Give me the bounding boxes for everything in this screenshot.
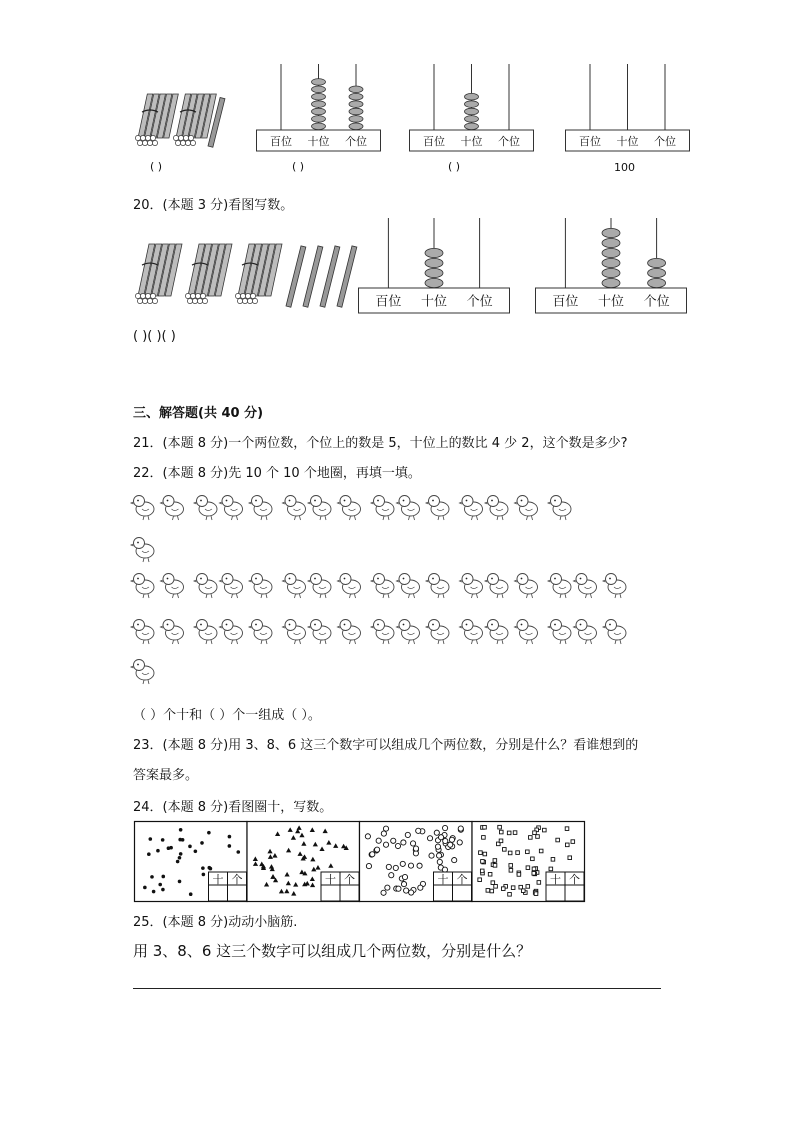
chick-icon: [397, 620, 420, 645]
circle-mark: [402, 874, 407, 879]
chick-icon: [485, 620, 508, 645]
circle-mark: [405, 832, 410, 837]
abacus-bead: [425, 258, 443, 267]
square-mark: [499, 830, 503, 834]
q20-blanks[interactable]: ( )( )( ): [133, 329, 176, 344]
square-mark: [517, 873, 521, 877]
square-mark: [526, 850, 530, 854]
chick-icon: [194, 574, 217, 599]
q22-fill-blank[interactable]: （ ）个十和（ ）个一组成（ ）。: [133, 708, 321, 723]
q24-text: 24．(本题 8 分)看图圈十，写数。: [133, 800, 333, 815]
q24-box-label-0: 十: [325, 873, 336, 886]
square-mark: [508, 851, 512, 855]
circle-mark: [370, 852, 375, 857]
chick-icon: [308, 574, 331, 599]
abacus-bead: [602, 268, 620, 277]
chick-icon: [194, 620, 217, 645]
abacus-bead: [465, 101, 479, 108]
abacus-bead: [349, 123, 363, 130]
q19-blank-1[interactable]: ( ): [150, 160, 163, 173]
square-mark: [508, 893, 512, 897]
chick-icon: [283, 496, 306, 521]
chick-icon: [397, 496, 420, 521]
circle-mark: [376, 838, 381, 843]
chick-icon: [603, 620, 626, 645]
chick-icon: [574, 620, 597, 645]
abacus-bead: [349, 86, 363, 93]
abacus-label-1: 十位: [420, 294, 448, 310]
chick-icon: [515, 574, 538, 599]
dot-mark: [228, 835, 232, 839]
dot-mark: [194, 849, 198, 853]
abacus-label-2: 个位: [345, 134, 367, 148]
q24-box-label-0: 十: [437, 873, 449, 886]
circle-mark: [395, 843, 400, 848]
chick-icon: [460, 574, 483, 599]
q23-text-line2: 答案最多。: [133, 768, 199, 783]
dot-mark: [161, 888, 165, 892]
stick-bundle-icon: [135, 94, 178, 146]
chick-icon: [515, 496, 538, 521]
abacus-bead: [312, 93, 326, 100]
q24-box-label-1: 个: [344, 873, 355, 886]
dot-mark: [181, 838, 185, 842]
square-mark: [503, 848, 507, 852]
circle-mark: [383, 842, 388, 847]
square-mark: [488, 872, 492, 876]
abacus-label-1: 十位: [597, 294, 625, 310]
stick-bundle-icon: [235, 244, 282, 304]
square-mark: [490, 889, 494, 893]
dot-mark: [189, 892, 193, 896]
square-mark: [526, 885, 530, 889]
dot-mark: [158, 883, 162, 887]
abacus-label-2: 个位: [498, 134, 520, 148]
square-mark: [534, 892, 538, 896]
dot-mark: [143, 886, 147, 890]
single-stick-icon: [286, 246, 306, 307]
circle-mark: [400, 861, 405, 866]
abacus-label-0: 百位: [579, 134, 601, 148]
chick-icon: [338, 496, 361, 521]
abacus-bead: [312, 108, 326, 115]
q20-title: 20．(本题 3 分)看图写数。: [133, 198, 294, 213]
circle-mark: [408, 863, 413, 868]
square-mark: [521, 889, 525, 893]
circle-mark: [417, 863, 422, 868]
abacus-bead: [648, 258, 666, 267]
square-mark: [493, 859, 497, 863]
square-mark: [571, 840, 575, 844]
square-mark: [499, 839, 503, 843]
dot-mark: [178, 856, 182, 860]
circle-mark: [449, 837, 454, 842]
chick-icon: [161, 620, 184, 645]
chick-icon: [194, 496, 217, 521]
circle-mark: [413, 846, 418, 851]
dot-mark: [176, 860, 180, 864]
q19-given-value: 100: [614, 161, 635, 174]
abacus-bead: [312, 86, 326, 93]
q24-box-label-0: 十: [212, 873, 224, 886]
q21-text: 21．(本题 8 分)一个两位数，个位上的数是 5，十位上的数比 4 少 2，这个数是多少?: [133, 436, 628, 451]
abacus-label-0: 百位: [270, 134, 292, 148]
abacus-bead: [602, 278, 620, 287]
square-mark: [494, 885, 498, 889]
circle-mark: [429, 853, 434, 858]
square-mark: [478, 878, 482, 882]
circle-mark: [438, 835, 443, 840]
q24-box-label-1: 个: [456, 873, 468, 886]
chick-icon: [131, 620, 154, 645]
square-mark: [516, 851, 520, 855]
abacus-label-1: 十位: [307, 134, 330, 148]
square-mark: [539, 849, 543, 853]
square-mark: [537, 881, 541, 885]
chick-icon: [426, 574, 449, 599]
chick-icon: [338, 620, 361, 645]
abacus-label-2: 个位: [654, 134, 676, 148]
square-mark: [509, 864, 513, 868]
square-mark: [483, 852, 487, 856]
chick-icon: [338, 574, 361, 599]
abacus-bead: [425, 278, 443, 287]
stick-bundle-icon: [135, 244, 182, 304]
chick-icon: [371, 620, 394, 645]
abacus-label-2: 个位: [466, 294, 493, 310]
abacus-bead: [312, 123, 326, 130]
square-mark: [501, 887, 505, 891]
chick-icon: [515, 620, 538, 645]
abacus-bead: [312, 116, 326, 123]
abacus-label-0: 百位: [552, 294, 579, 310]
dot-mark: [228, 844, 232, 848]
chick-icon: [308, 496, 331, 521]
square-mark: [526, 866, 530, 870]
abacus-bead: [648, 268, 666, 277]
chick-icon: [308, 620, 331, 645]
abacus-bead: [648, 278, 666, 287]
dot-mark: [178, 880, 182, 884]
q24-figure: [134, 821, 585, 902]
abacus-bead: [349, 93, 363, 100]
chick-icon: [131, 496, 154, 521]
circle-mark: [396, 886, 401, 891]
dot-mark: [147, 852, 151, 856]
chick-icon: [161, 574, 184, 599]
square-mark: [507, 831, 511, 835]
q24-box-label-0: 十: [550, 873, 561, 886]
square-mark: [482, 836, 486, 840]
chick-icon: [283, 620, 306, 645]
dot-mark: [201, 866, 205, 870]
q19-abacus-1: [256, 64, 381, 152]
circle-mark: [427, 836, 432, 841]
dot-mark: [152, 890, 156, 894]
circle-mark: [437, 859, 442, 864]
circle-mark: [401, 840, 406, 845]
circle-mark: [381, 831, 386, 836]
circle-mark: [418, 885, 423, 890]
abacus-bead: [602, 258, 620, 267]
chick-icon: [485, 574, 508, 599]
dot-mark: [207, 831, 211, 835]
circle-mark: [404, 888, 409, 893]
chick-icon: [548, 620, 571, 645]
dot-mark: [207, 866, 211, 870]
stick-bundle-icon: [185, 244, 232, 304]
q23-text-line1: 23．(本题 8 分)用 3、8、6 这三个数字可以组成几个两位数，分别是什么？看谁想到的: [133, 738, 639, 753]
square-mark: [480, 869, 484, 873]
single-stick-icon: [303, 246, 323, 307]
circle-mark: [448, 842, 453, 847]
abacus-label-2: 个位: [643, 294, 670, 310]
circle-mark: [409, 890, 414, 895]
circle-mark: [389, 873, 394, 878]
chick-icon: [131, 538, 154, 563]
square-mark: [491, 881, 495, 885]
abacus-bead: [349, 101, 363, 108]
square-mark: [536, 835, 540, 839]
square-mark: [531, 857, 535, 861]
circle-mark: [410, 841, 415, 846]
chick-icon: [603, 574, 626, 599]
square-mark: [565, 827, 569, 831]
q20-sticks-figure: [128, 236, 348, 312]
chick-icon: [426, 620, 449, 645]
square-mark: [565, 843, 569, 847]
q24-box-label-1: 个: [569, 873, 580, 886]
circle-mark: [381, 890, 386, 895]
chick-icon: [161, 496, 184, 521]
q19-blank-2[interactable]: ( ): [292, 160, 305, 173]
chick-icon: [371, 496, 394, 521]
chick-icon: [485, 496, 508, 521]
chick-icon: [548, 496, 571, 521]
circle-mark: [375, 847, 380, 852]
abacus-bead: [465, 108, 479, 115]
circle-mark: [366, 863, 371, 868]
abacus-label-1: 十位: [616, 134, 639, 148]
circle-mark: [457, 840, 462, 845]
chick-icon: [460, 496, 483, 521]
circle-mark: [435, 844, 440, 849]
abacus-label-0: 百位: [375, 294, 402, 310]
square-mark: [543, 828, 547, 832]
circle-mark: [401, 881, 406, 886]
q22-chicks-figure: [130, 488, 660, 688]
abacus-bead: [602, 228, 620, 237]
chick-icon: [460, 620, 483, 645]
square-mark: [556, 838, 560, 842]
square-mark: [481, 860, 485, 864]
abacus-label-1: 十位: [460, 134, 483, 148]
dot-mark: [161, 838, 165, 842]
circle-mark: [383, 826, 388, 831]
chick-icon: [220, 496, 243, 521]
square-mark: [533, 831, 537, 835]
circle-mark: [391, 838, 396, 843]
q25-answer-line[interactable]: [133, 988, 661, 989]
square-mark: [568, 856, 572, 860]
square-mark: [511, 886, 515, 890]
dot-mark: [179, 828, 183, 832]
q19-abacus-3: [565, 64, 690, 152]
circle-mark: [443, 838, 448, 843]
square-mark: [532, 867, 536, 871]
dot-mark: [202, 873, 206, 877]
chick-icon: [548, 574, 571, 599]
abacus-bead: [425, 268, 443, 277]
q19-sticks-figure: [128, 86, 228, 152]
chick-icon: [249, 496, 272, 521]
dot-mark: [200, 841, 204, 845]
square-mark: [486, 889, 490, 893]
square-mark: [513, 831, 517, 835]
chick-icon: [371, 574, 394, 599]
abacus-bead: [465, 123, 479, 130]
abacus-bead: [465, 93, 479, 100]
abacus-bead: [349, 108, 363, 115]
chick-icon: [426, 496, 449, 521]
q22-text: 22．(本题 8 分)先 10 个 10 个地圈，再填一填。: [133, 466, 421, 481]
circle-mark: [436, 853, 441, 858]
chick-icon: [574, 574, 597, 599]
chick-icon: [397, 574, 420, 599]
abacus-bead: [349, 116, 363, 123]
abacus-bead: [425, 248, 443, 257]
section3-heading: 三、解答题(共 40 分): [133, 406, 264, 421]
circle-mark: [365, 834, 370, 839]
square-mark: [509, 869, 513, 873]
chick-icon: [131, 574, 154, 599]
square-mark: [529, 836, 533, 840]
square-mark: [549, 867, 553, 871]
circle-mark: [416, 828, 421, 833]
circle-mark: [386, 864, 391, 869]
q19-abacus-2: [409, 64, 534, 152]
q20-abacus-2: [535, 218, 687, 314]
chick-icon: [249, 574, 272, 599]
chick-icon: [220, 574, 243, 599]
square-mark: [532, 872, 536, 876]
abacus-label-0: 百位: [423, 134, 445, 148]
square-mark: [498, 825, 502, 829]
square-mark: [479, 851, 483, 855]
dot-mark: [150, 875, 154, 879]
circle-mark: [458, 826, 463, 831]
dot-mark: [167, 846, 171, 850]
abacus-bead: [312, 101, 326, 108]
abacus-bead: [465, 116, 479, 123]
q24-box-label-1: 个: [231, 873, 243, 886]
abacus-bead: [602, 248, 620, 257]
circle-mark: [385, 885, 390, 890]
dot-mark: [161, 875, 165, 879]
dot-mark: [148, 837, 152, 841]
circle-mark: [452, 858, 457, 863]
dot-mark: [236, 850, 240, 854]
chick-icon: [131, 660, 154, 685]
circle-mark: [393, 865, 398, 870]
q25-question: 用 3、8、6 这三个数字可以组成几个两位数，分别是什么？: [133, 942, 532, 960]
q19-blank-3[interactable]: ( ): [448, 160, 461, 173]
square-mark: [551, 858, 555, 862]
chick-icon: [220, 620, 243, 645]
dot-mark: [156, 849, 160, 853]
q20-abacus-1: [358, 218, 510, 314]
abacus-bead: [602, 238, 620, 247]
single-stick-icon: [320, 246, 340, 307]
dot-mark: [188, 845, 192, 849]
dot-mark: [179, 852, 183, 856]
q25-text: 25．(本题 8 分)动动小脑筋.: [133, 915, 298, 930]
chick-icon: [283, 574, 306, 599]
abacus-bead: [312, 79, 326, 86]
square-mark: [483, 825, 487, 829]
square-mark: [493, 864, 497, 868]
single-stick-icon: [337, 246, 357, 307]
circle-mark: [442, 825, 447, 830]
circle-mark: [434, 830, 439, 835]
chick-icon: [249, 620, 272, 645]
